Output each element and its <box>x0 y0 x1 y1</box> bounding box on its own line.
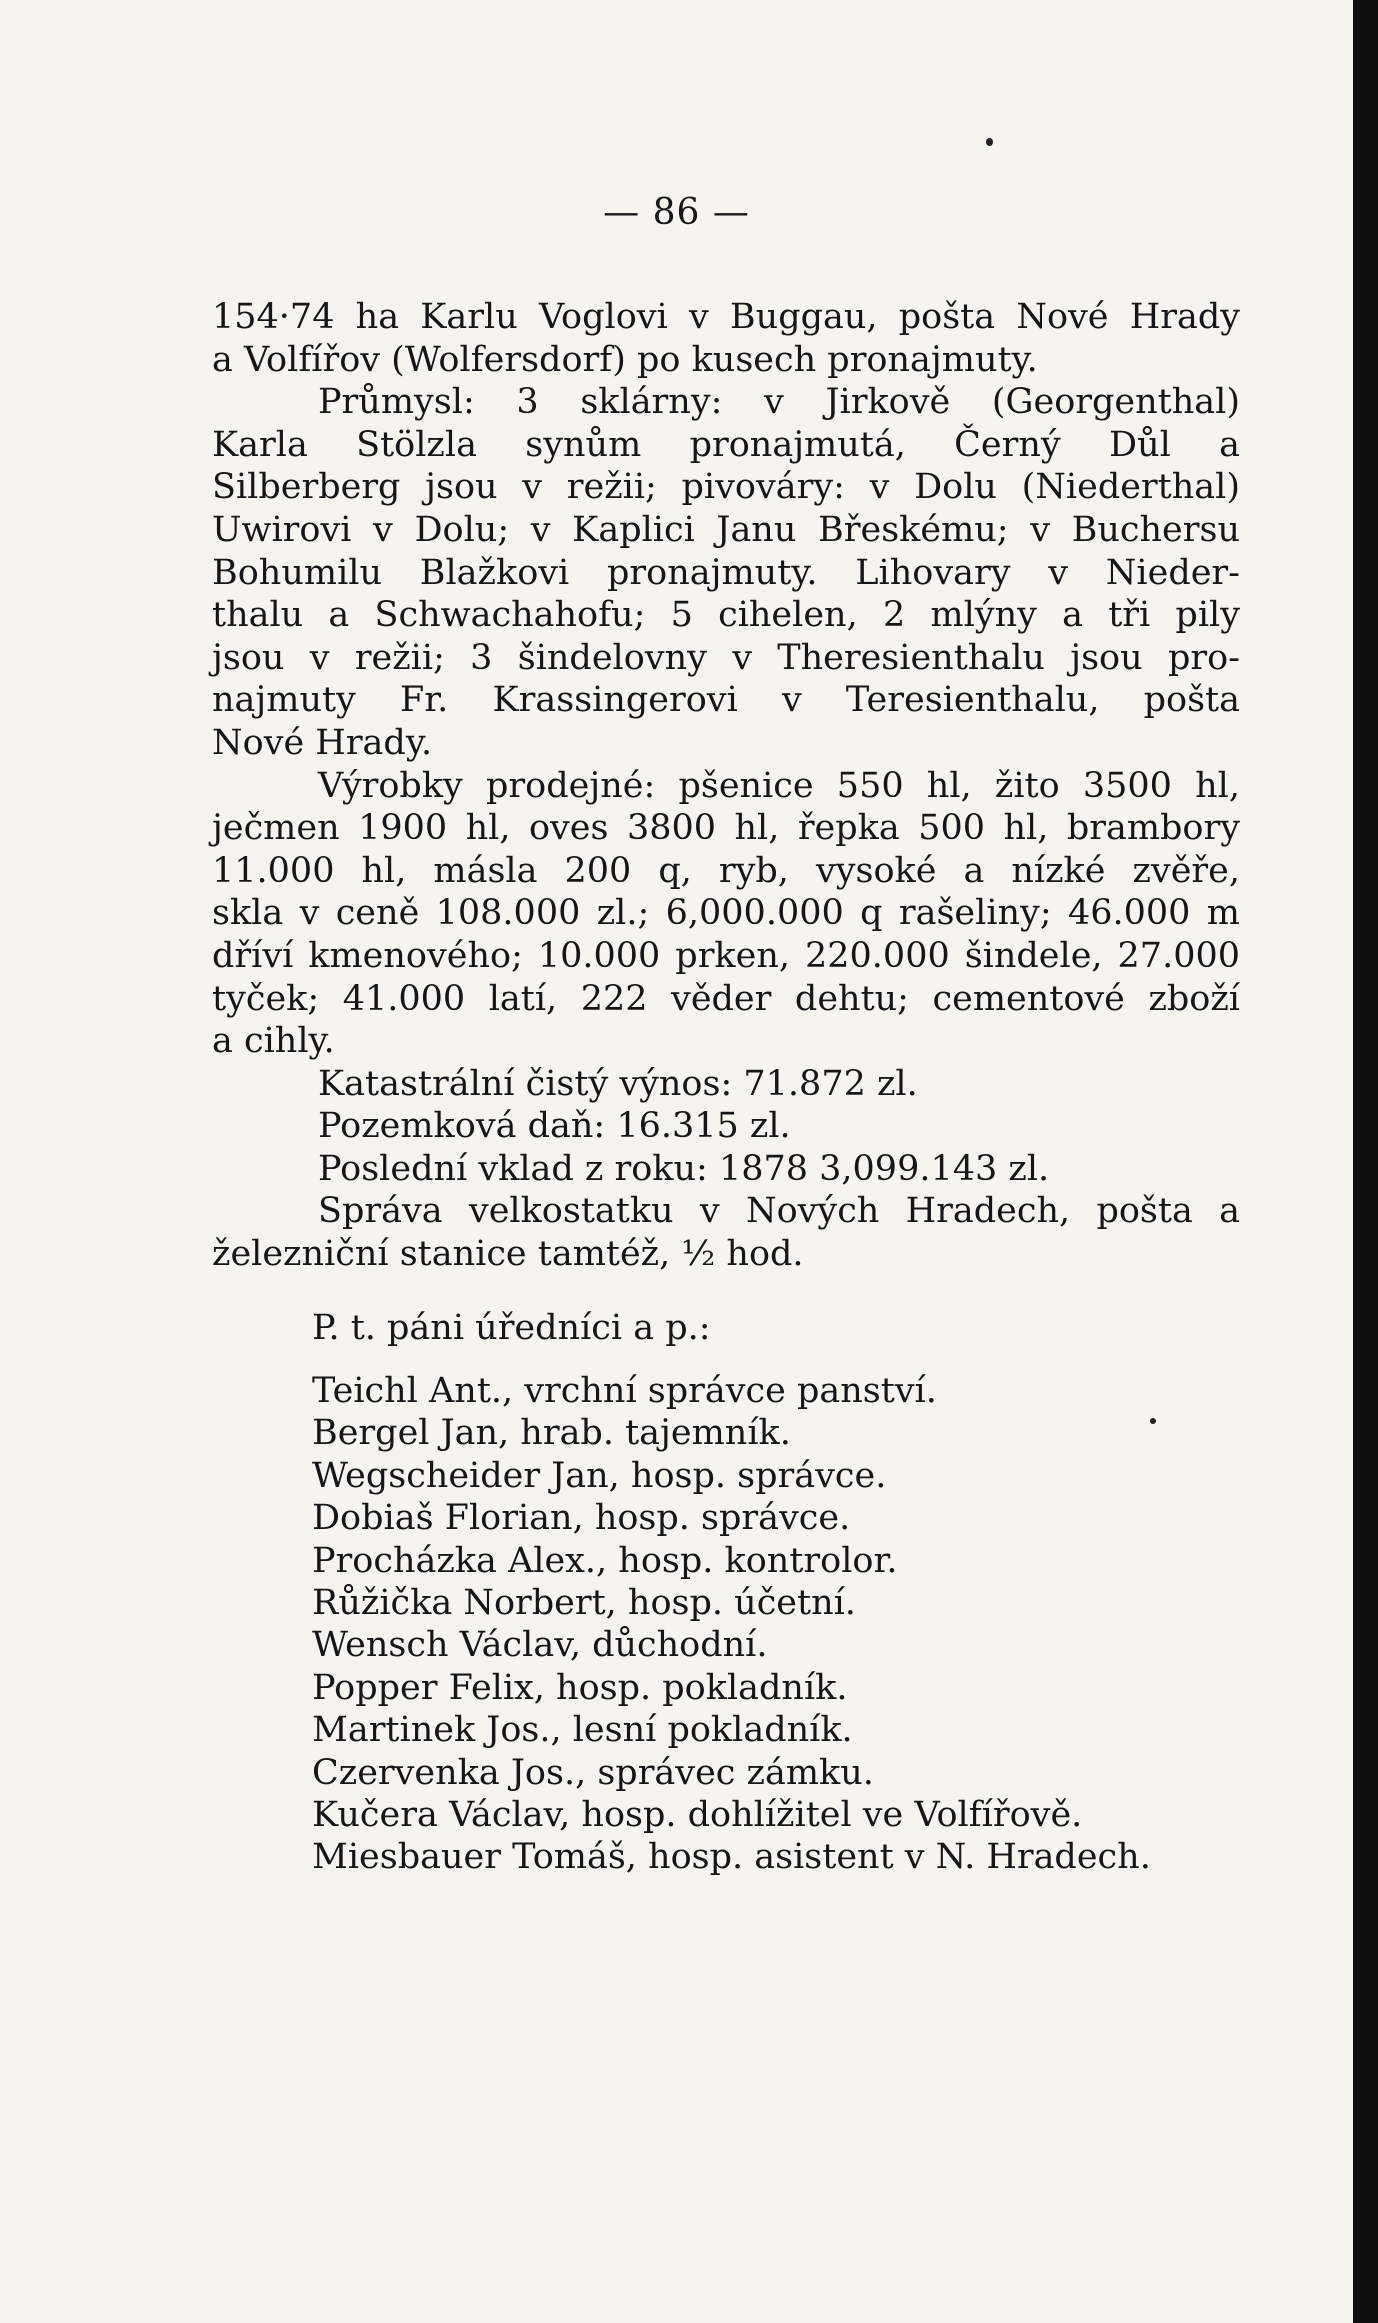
staff-entry: Kučera Václav, hosp. dohlížitel ve Volfířově. <box>312 1795 1083 1836</box>
ink-speck <box>986 138 993 146</box>
text-line: Správa velkostatku v Nových Hradech, pošta a <box>318 1191 1240 1232</box>
body-text <box>212 296 1240 1276</box>
text-line: a cihly. <box>212 1021 335 1062</box>
staff-heading: P. t. páni úředníci a p.: <box>312 1308 711 1348</box>
text-line: najmuty Fr. Krassingerovi v Teresienthalu, pošta <box>212 680 1240 721</box>
text-line: 11.000 hl, másla 200 q, ryb, vysoké a nízké zvěře, <box>212 850 1240 891</box>
staff-entry: Czervenka Jos., správec zámku. <box>312 1752 874 1793</box>
text-line: dříví kmenového; 10.000 prken, 220.000 šindele, 27.000 <box>212 935 1240 976</box>
staff-entry: Wegscheider Jan, hosp. správce. <box>312 1455 887 1496</box>
staff-entry: Popper Felix, hosp. pokladník. <box>312 1667 848 1708</box>
text-line: skla v ceně 108.000 zl.; 6,000.000 q rašeliny; 46.000 m <box>212 893 1240 934</box>
staff-entry: Bergel Jan, hrab. tajemník. <box>312 1413 791 1454</box>
staff-entry: Teichl Ant., vrchní správce panství. <box>312 1371 937 1411</box>
text-line: Uwirovi v Dolu; v Kaplici Janu Břeskému; v Buchersu <box>212 509 1240 550</box>
text-line: Silberberg jsou v režii; pivováry: v Dolu (Niederthal) <box>212 467 1240 508</box>
staff-entry: Wensch Václav, důchodní. <box>312 1625 768 1666</box>
text-line: tyček; 41.000 latí, 222 věder dehtu; cementové zboží <box>212 978 1240 1019</box>
text-line: Karla Stölzla synům pronajmutá, Černý Důl a <box>212 424 1240 465</box>
text-line: Poslední vklad z roku: 1878 3,099.143 zl. <box>318 1148 1050 1189</box>
text-line: Bohumilu Blažkovi pronajmuty. Lihovary v Nieder- <box>212 552 1240 593</box>
staff-entry: Martinek Jos., lesní pokladník. <box>312 1710 853 1751</box>
text-line: thalu a Schwachahofu; 5 cihelen, 2 mlýny a tři pily <box>212 595 1240 636</box>
text-line: a Volfířov (Wolfersdorf) po kusech pronajmuty. <box>212 339 1038 380</box>
staff-entry: Miesbauer Tomáš, hosp. asistent v N. Hradech. <box>312 1837 1151 1878</box>
text-line: železniční stanice tamtéž, ½ hod. <box>212 1234 804 1275</box>
text-line: Výrobky prodejné: pšenice 550 hl, žito 3500 hl, <box>318 765 1240 806</box>
staff-list <box>312 1370 1151 1879</box>
text-line: 154·74 ha Karlu Voglovi v Buggau, pošta Nové Hrady <box>212 297 1240 337</box>
staff-entry: Procházka Alex., hosp. kontrolor. <box>312 1540 898 1581</box>
text-line: Katastrální čistý výnos: 71.872 zl. <box>318 1063 918 1104</box>
text-line: Nové Hrady. <box>212 722 433 763</box>
text-line: jsou v režii; 3 šindelovny v Theresienthalu jsou pro- <box>212 637 1240 678</box>
staff-entry: Růžička Norbert, hosp. účetní. <box>312 1583 856 1624</box>
text-line: Pozemková daň: 16.315 zl. <box>318 1106 791 1147</box>
text-line: Průmysl: 3 sklárny: v Jirkově (Georgenthal) <box>318 382 1240 423</box>
ink-speck <box>1150 1418 1156 1424</box>
staff-entry: Dobiaš Florian, hosp. správce. <box>312 1498 851 1539</box>
text-line: ječmen 1900 hl, oves 3800 hl, řepka 500 hl, brambory <box>212 808 1240 849</box>
scan-edge <box>1353 0 1378 2323</box>
page-number: — 86 — <box>603 192 750 233</box>
